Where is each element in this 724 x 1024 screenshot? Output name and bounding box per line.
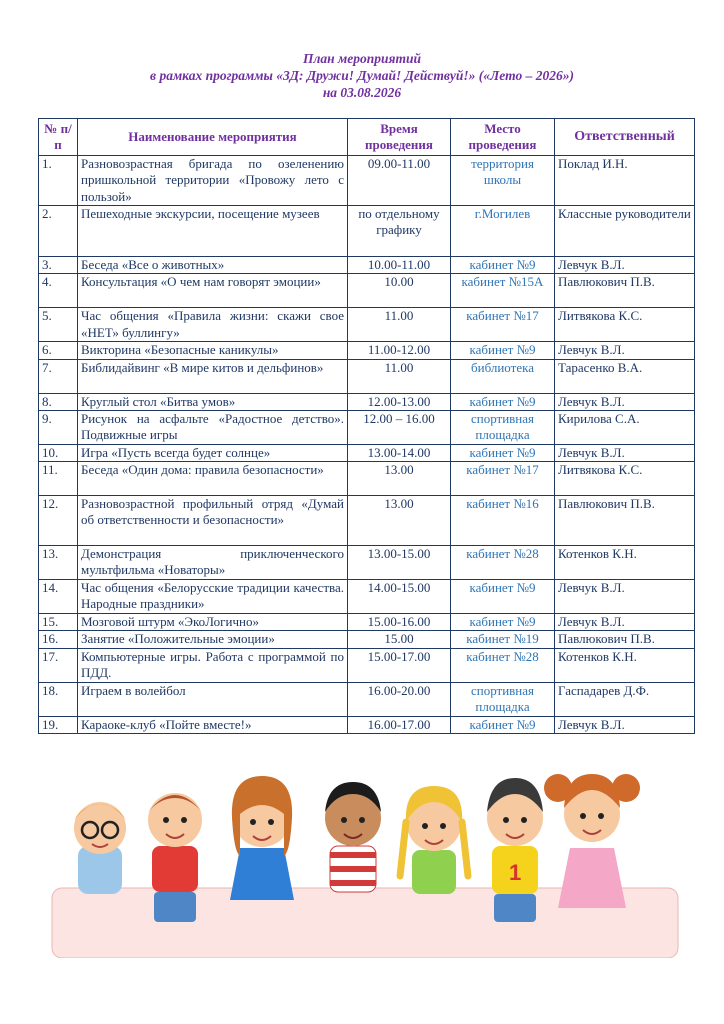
events-table [38,118,695,734]
event-place: кабинет №9 [451,393,555,410]
event-place: кабинет №9 [451,580,555,614]
table-row [39,206,695,257]
event-name: Рисунок на асфальте «Радостное детство». Подвижные игры [78,410,348,444]
event-responsible: Классные руководители [555,206,695,257]
row-number: 5. [39,308,78,342]
event-name: Разновозрастная бригада по озеленению пришкольной территории «Провожу лето с пользой» [78,156,348,206]
table-header-row [39,119,695,156]
event-time: 11.00 [348,308,451,342]
event-responsible: Левчук В.Л. [555,257,695,274]
table-row [39,546,695,580]
page-title [0,50,724,101]
event-responsible: Тарасенко В.А. [555,359,695,393]
row-number: 6. [39,342,78,359]
event-time: 10.00 [348,274,451,308]
event-responsible: Левчук В.Л. [555,580,695,614]
child-figure [74,802,126,894]
event-time: 16.00-20.00 [348,682,451,716]
table-row [39,274,695,308]
event-name: Занятие «Положительные эмоции» [78,631,348,648]
event-place: кабинет №28 [451,648,555,682]
table-row [39,614,695,631]
event-responsible: Левчук В.Л. [555,444,695,461]
event-name: Играем в волейбол [78,682,348,716]
table-row [39,308,695,342]
event-responsible: Литвякова К.С. [555,308,695,342]
event-name: Компьютерные игры. Работа с программой по ПДД. [78,648,348,682]
event-name: Круглый стол «Битва умов» [78,393,348,410]
event-time: 14.00-15.00 [348,580,451,614]
event-place: кабинет №15А [451,274,555,308]
event-name: Разновозрастной профильный отряд «Думай об ответственности и безопасности» [78,496,348,546]
event-name: Час общения «Белорусские традиции качества. Народные праздники» [78,580,348,614]
table-row [39,257,695,274]
child-figure [325,782,381,892]
event-time: 15.00-16.00 [348,614,451,631]
event-place: библиотека [451,359,555,393]
event-place: кабинет №17 [451,462,555,496]
row-number: 16. [39,631,78,648]
event-name: Караоке-клуб «Пойте вместе!» [78,716,348,733]
event-place: кабинет №16 [451,496,555,546]
event-responsible: Котенков К.Н. [555,648,695,682]
event-time: 12.00 – 16.00 [348,410,451,444]
table-row [39,631,695,648]
event-name: Беседа «Один дома: правила безопасности» [78,462,348,496]
event-time: 10.00-11.00 [348,257,451,274]
children-illustration [40,748,690,958]
table-row [39,393,695,410]
row-number: 13. [39,546,78,580]
table-row [39,682,695,716]
event-time: 15.00-17.00 [348,648,451,682]
event-time: 15.00 [348,631,451,648]
row-number: 17. [39,648,78,682]
event-responsible: Кирилова С.А. [555,410,695,444]
title-line-2: в рамках программы «3Д: Дружи! Думай! Действуй!» («Лето – 2026») [150,68,574,83]
event-place: спортивная площадка [451,410,555,444]
col-header-place: Место проведения [451,119,555,156]
table-row [39,410,695,444]
event-place: кабинет №9 [451,716,555,733]
row-number: 4. [39,274,78,308]
event-responsible: Гаспадарев Д.Ф. [555,682,695,716]
event-time: 13.00 [348,462,451,496]
title-line-1: План мероприятий [302,51,422,66]
event-time: 13.00-15.00 [348,546,451,580]
event-place: кабинет №9 [451,342,555,359]
row-number: 9. [39,410,78,444]
row-number: 14. [39,580,78,614]
row-number: 1. [39,156,78,206]
table-row [39,359,695,393]
table-row [39,716,695,733]
event-place: кабинет №17 [451,308,555,342]
event-name: Библидайвинг «В мире китов и дельфинов» [78,359,348,393]
row-number: 18. [39,682,78,716]
child-figure [148,793,202,922]
event-place: кабинет №9 [451,614,555,631]
table-row [39,156,695,206]
row-number: 19. [39,716,78,733]
event-place: кабинет №19 [451,631,555,648]
event-name: Викторина «Безопасные каникулы» [78,342,348,359]
event-name: Демонстрация приключенческого мультфильма «Новаторы» [78,546,348,580]
event-name: Пешеходные экскурсии, посещение музеев [78,206,348,257]
row-number: 3. [39,257,78,274]
event-responsible: Павлюкович П.В. [555,631,695,648]
event-name: Консультация «О чем нам говорят эмоции» [78,274,348,308]
event-responsible: Павлюкович П.В. [555,274,695,308]
row-number: 10. [39,444,78,461]
event-responsible: Левчук В.Л. [555,342,695,359]
col-header-name: Наименование мероприятия [78,119,348,156]
col-header-responsible: Ответственный [555,119,695,156]
event-time: 13.00-14.00 [348,444,451,461]
event-time: по отдельному графику [348,206,451,257]
row-number: 8. [39,393,78,410]
event-name: Беседа «Все о животных» [78,257,348,274]
row-number: 2. [39,206,78,257]
event-place: г.Могилев [451,206,555,257]
row-number: 15. [39,614,78,631]
child-figure [230,776,294,900]
table-row [39,462,695,496]
table-row [39,342,695,359]
svg-text:1: 1 [509,860,522,885]
event-responsible: Поклад И.Н. [555,156,695,206]
table-body [39,156,695,734]
event-name: Игра «Пусть всегда будет солнце» [78,444,348,461]
event-responsible: Левчук В.Л. [555,614,695,631]
event-place: кабинет №28 [451,546,555,580]
event-time: 13.00 [348,496,451,546]
table-row [39,496,695,546]
col-header-time: Время проведения [348,119,451,156]
event-name: Мозговой штурм «ЭкоЛогично» [78,614,348,631]
event-time: 12.00-13.00 [348,393,451,410]
table-row [39,580,695,614]
event-responsible: Левчук В.Л. [555,393,695,410]
title-line-3: на 03.08.2026 [322,85,402,100]
row-number: 11. [39,462,78,496]
event-place: территория школы [451,156,555,206]
event-time: 16.00-17.00 [348,716,451,733]
row-number: 7. [39,359,78,393]
event-name: Час общения «Правила жизни: скажи свое «НЕТ» буллингу» [78,308,348,342]
table-row [39,444,695,461]
child-figure [400,786,468,894]
row-number: 12. [39,496,78,546]
event-time: 11.00 [348,359,451,393]
event-responsible: Левчук В.Л. [555,716,695,733]
event-time: 11.00-12.00 [348,342,451,359]
table-row [39,648,695,682]
event-responsible: Литвякова К.С. [555,462,695,496]
event-place: кабинет №9 [451,257,555,274]
child-figure [487,778,543,922]
event-place: спортивная площадка [451,682,555,716]
event-time: 09.00-11.00 [348,156,451,206]
event-responsible: Павлюкович П.В. [555,496,695,546]
col-header-num: № п/п [39,119,78,156]
event-responsible: Котенков К.Н. [555,546,695,580]
event-place: кабинет №9 [451,444,555,461]
